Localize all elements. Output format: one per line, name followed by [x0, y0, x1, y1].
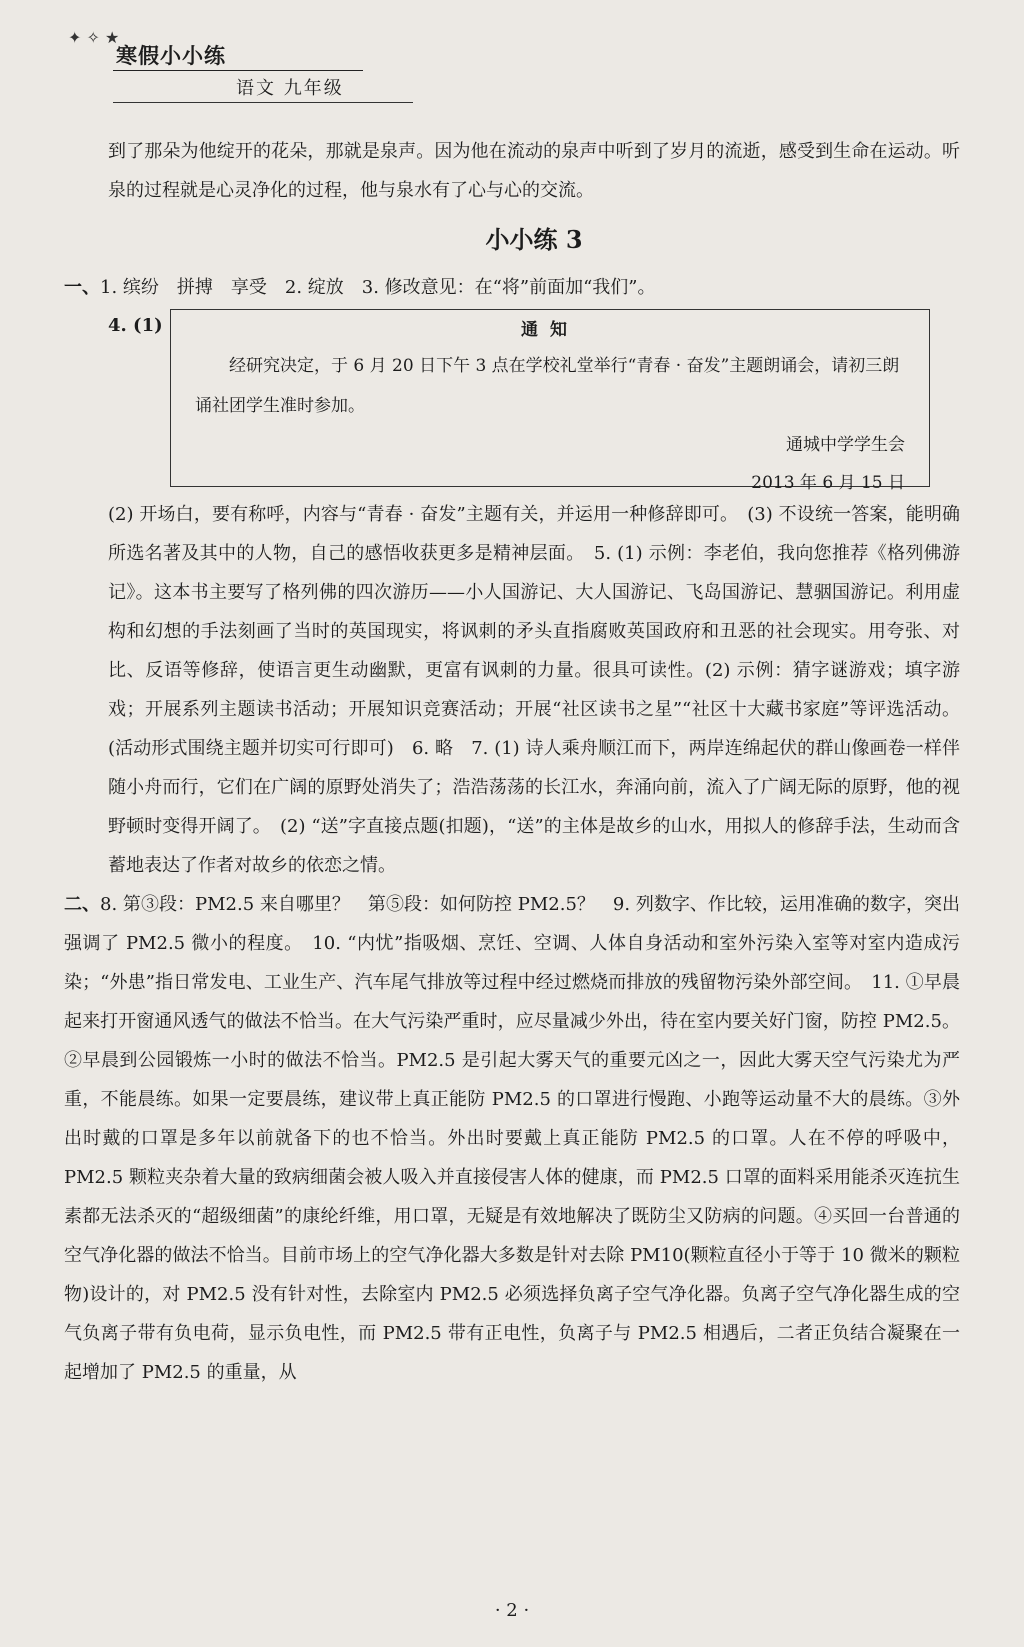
part2-paragraph	[64, 885, 960, 1392]
section-title: 小小练 3	[485, 225, 583, 254]
part2-label: 二、	[64, 894, 101, 915]
notice-title: 通知	[521, 320, 579, 340]
answer-content	[64, 132, 961, 1392]
notice-body: 经研究决定，于 6 月 20 日下午 3 点在学校礼堂举行“青春 · 奋发”主题朗诵会，请初三朗诵社团学生准时参加。	[195, 356, 900, 416]
part1-continuation: (2) 开场白，要有称呼，内容与“青春 · 奋发”主题有关，并运用一种修辞即可。 (3) 不设统一答案，能明确所选名著及其中的人物，自己的感悟收获更多是精神层面。 5. (1) 示例：李老伯，我向您推荐《格列佛游记》。这本书主要写了格列佛的四次游历——小人国游记、大人国游记、飞岛国游记、慧骃国游记。利用虚构和幻想的手法刻画了当时的英国现实，将讽刺的矛头直指腐败英国政府和丑恶的社会现实。用夸张、对比、反语等修辞，使语言更生动幽默，更富有讽刺的力量。很具可读性。(2) 示例：猜字谜游戏；填字游戏；开展系列主题读书活动；开展知识竞赛活动；开展“社区读书之星”“社区十大藏书家庭”等评选活动。(活动形式围绕主题并切实可行即可) 6. 略 7. (1) 诗人乘舟顺江而下，两岸连绵起伏的群山像画卷一样伴随小舟而行，它们在广阔的原野处消失了；浩浩荡荡的长江水，奔涌向前，流入了广阔无际的原野，他的视野顿时变得开阔了。 (2) “送”字直接点题(扣题)，“送”的主体是故乡的山水，用拟人的修辞手法，生动而含蓄地表达了作者对故乡的依恋之情。	[108, 504, 960, 876]
notice-signer: 通城中学学生会	[786, 435, 905, 455]
q4-notice-row	[108, 309, 960, 495]
notice-box	[170, 309, 930, 493]
part1-label: 一、	[64, 277, 100, 298]
book-subtitle: 语文 九年级	[236, 78, 344, 99]
q4-label: 4. (1)	[108, 315, 163, 336]
part1-line1	[64, 268, 960, 307]
page-number: · 2 ·	[494, 1600, 530, 1621]
intro-paragraph: 到了那朵为他绽开的花朵，那就是泉声。因为他在流动的泉声中听到了岁月的流逝，感受到生命在运动。听泉的过程就是心灵净化的过程，他与泉水有了心与心的交流。	[108, 141, 960, 201]
stars-decoration: ✦ ✧ ★	[68, 28, 120, 47]
part2-answers: 8. 第③段：PM2.5 来自哪里？ 第⑤段：如何防控 PM2.5？ 9. 列数字、作比较，运用准确的数字，突出强调了 PM2.5 微小的程度。 10. “内忧”指吸烟、烹饪、空调、人体自身活动和室外污染入室等对室内造成污染；“外患”指日常发电、工业生产、汽车尾气排放等过程中经过燃烧而排放的残留物污染外部空间。 11. ①早晨起来打开窗通风透气的做法不恰当。在大气污染严重时，应尽量减少外出，待在室内要关好门窗，防控 PM2.5。②早晨到公园锻炼一小时的做法不恰当。PM2.5 是引起大雾天气的重要元凶之一，因此大雾天空气污染尤为严重，不能晨练。如果一定要晨练，建议带上真正能防 PM2.5 的口罩进行慢跑、小跑等运动量不大的晨练。③外出时戴的口罩是多年以前就备下的也不恰当。外出时要戴上真正能防 PM2.5 的口罩。人在不停的呼吸中，PM2.5 颗粒夹杂着大量的致病细菌会被人吸入并直接侵害人体的健康，而 PM2.5 口罩的面料采用能杀灭连抗生素都无法杀灭的“超级细菌”的康纶纤维，用口罩，无疑是有效地解决了既防尘又防病的问题。④买回一台普通的空气净化器的做法不恰当。目前市场上的空气净化器大多数是针对去除 PM10(颗粒直径小于等于 10 微米的颗粒物)设计的，对 PM2.5 没有针对性，去除室内 PM2.5 必须选择负离子空气净化器。负离子空气净化器生成的空气负离子带有负电荷，显示负电性，而 PM2.5 带有正电性，负离子与 PM2.5 相遇后，二者正负结合凝聚在一起增加了 PM2.5 的重量，从	[64, 894, 961, 1383]
header-rule	[113, 70, 363, 71]
part1-answers: 1. 缤纷 拼搏 享受 2. 绽放 3. 修改意见：在“将”前面加“我们”。	[100, 277, 656, 298]
book-title: 寒假小小练	[116, 43, 226, 68]
notice-date: 2013 年 6 月 15 日	[751, 473, 905, 493]
header-rule-lower	[113, 102, 413, 103]
page-header	[68, 22, 368, 102]
